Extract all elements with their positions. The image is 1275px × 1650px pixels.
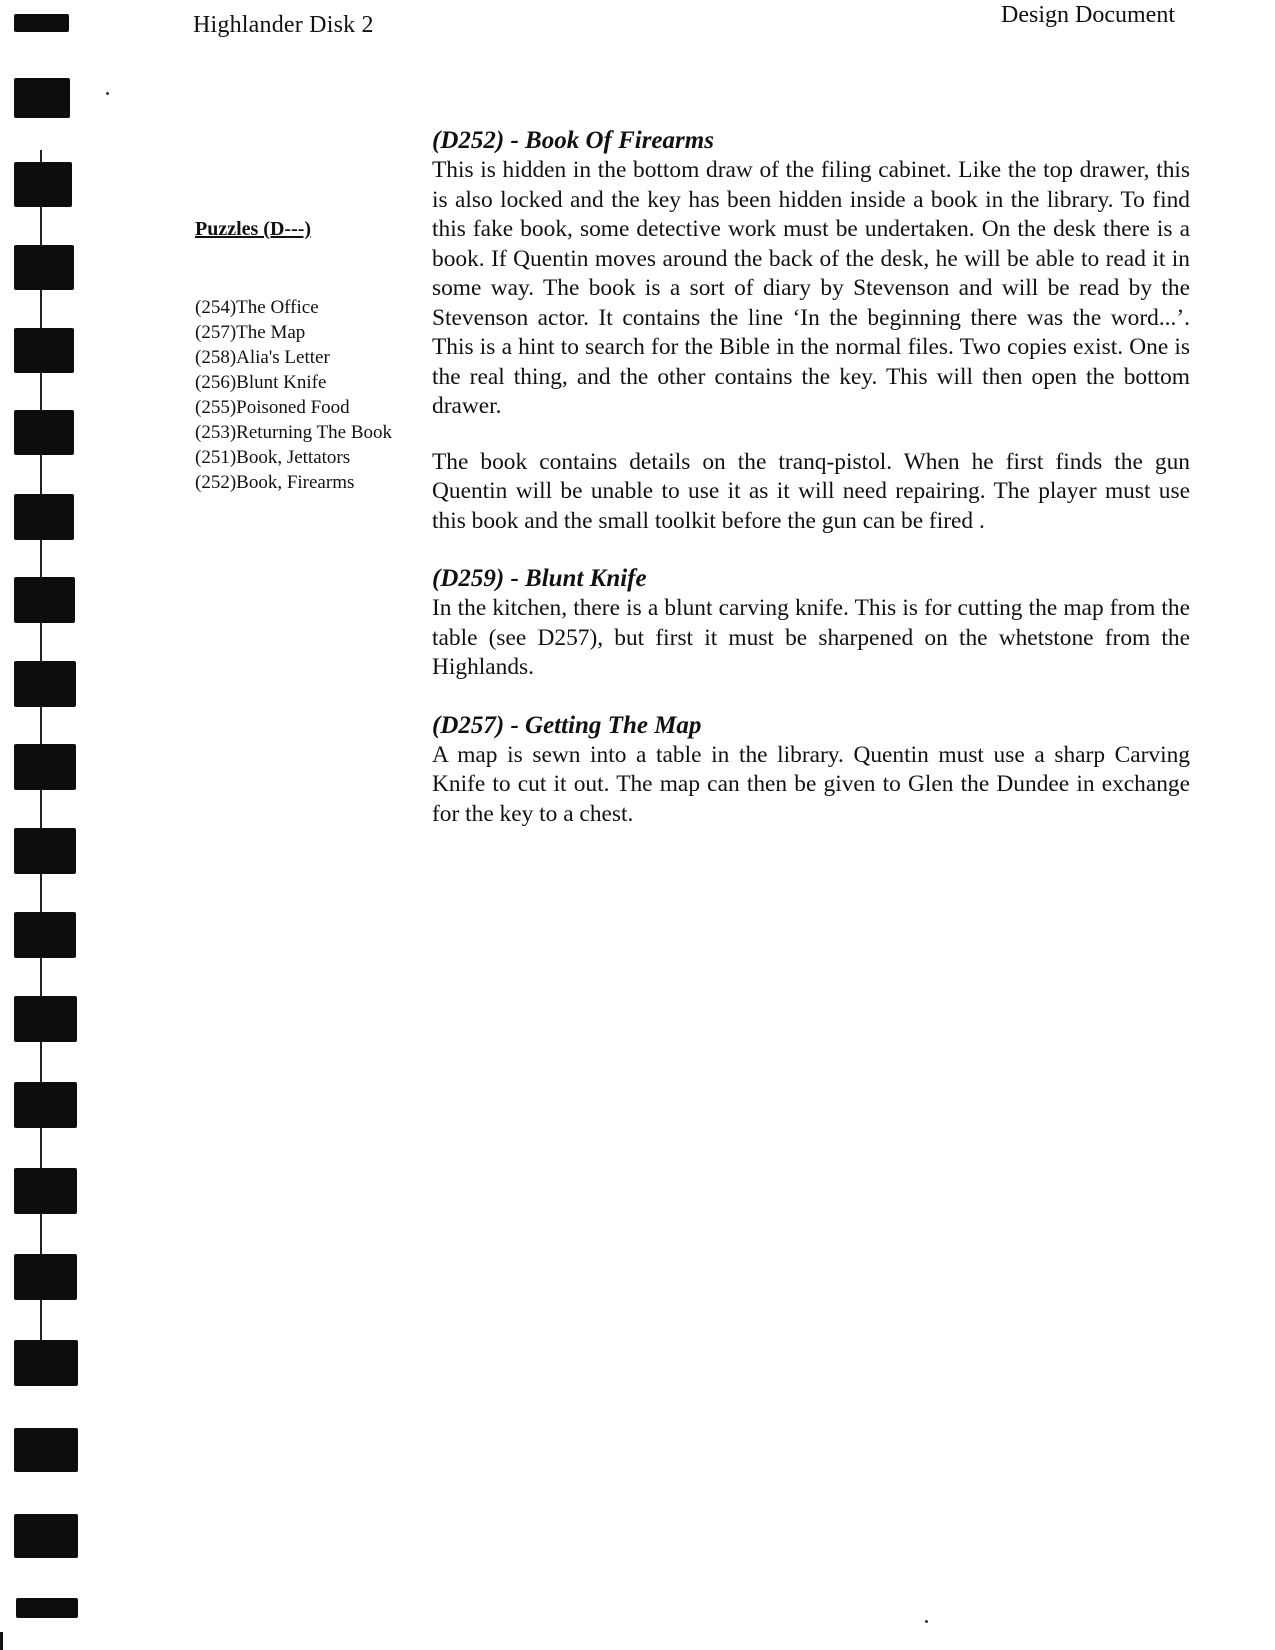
- binding-tab: [14, 1082, 77, 1128]
- puzzle-list-item: (258)Alia's Letter: [195, 347, 330, 368]
- puzzle-list-item: (253)Returning The Book: [195, 422, 393, 443]
- binding-tab: [14, 1428, 78, 1472]
- binding-tab: [14, 245, 74, 290]
- puzzle-list: [195, 295, 410, 495]
- section-getting-the-map: [432, 711, 1190, 830]
- binding-tab: [16, 1598, 78, 1618]
- binding-tab: [14, 577, 75, 623]
- section-book-of-firearms: [432, 126, 1190, 536]
- scan-speck: [925, 1620, 928, 1623]
- section-paragraph: In the kitchen, there is a blunt carving knife. This is for cutting the map from the table (see D257), but first it must be sharpened on the whetstone from the Highlands.: [432, 595, 1190, 680]
- binding-tab: [14, 78, 70, 118]
- binding-tab: [14, 828, 76, 874]
- sidebar-heading: Puzzles (D---): [195, 218, 312, 240]
- binding-tab: [14, 1254, 77, 1300]
- puzzle-list-item: (251)Book, Jettators: [195, 447, 351, 468]
- puzzle-list-item: (255)Poisoned Food: [195, 397, 350, 418]
- binding-tab: [14, 1514, 78, 1558]
- binding-tab: [14, 328, 74, 373]
- section-title: (D252) - Book Of Firearms: [432, 127, 714, 154]
- header-title: Highlander Disk 2: [193, 12, 374, 38]
- header-document-type: Design Document: [1001, 2, 1175, 28]
- puzzle-list-item: (256)Blunt Knife: [195, 372, 327, 393]
- section-blunt-knife: [432, 564, 1190, 683]
- puzzle-list-item: (252)Book, Firearms: [195, 472, 355, 493]
- section-title: (D257) - Getting The Map: [432, 711, 702, 739]
- puzzle-list-item: (254)The Office: [195, 297, 319, 318]
- section-title: (D259) - Blunt Knife: [432, 565, 647, 592]
- section-paragraph: This is hidden in the bottom draw of the filing cabinet. Like the top drawer, this is also locked and the key has been hidden inside a book in the library. To find this fake book, some detective work must be undertaken. On the desk there is a book. If Quentin moves around the back of the desk, he will be able to read it in some way. The book is a sort of diary by Stevenson and will be read by the Stevenson actor. It contains the line ‘In the beginning there was the word...’. This is a hint to search for the Bible in the normal files. Two copies exist. One is the real thing, and the other contains the key. This will then open the bottom drawer.: [432, 157, 1190, 419]
- spiral-binding: [0, 0, 90, 1650]
- binding-tab: [14, 996, 77, 1042]
- binding-tab: [14, 1168, 77, 1214]
- binding-tab: [14, 494, 74, 540]
- puzzles-sidebar: [195, 218, 410, 495]
- puzzle-list-item: (257)The Map: [195, 322, 306, 343]
- binding-tab: [14, 1340, 78, 1386]
- section-paragraph: The book contains details on the tranq-pistol. When he first finds the gun Quentin will be unable to use it as it will need repairing. The player must use this book and the small toolkit before the gun can be fired .: [432, 448, 1190, 534]
- scan-edge-mark: [0, 1632, 3, 1650]
- binding-tab: [14, 661, 76, 707]
- binding-tab: [14, 162, 72, 207]
- section-paragraph: A map is sewn into a table in the library. Quentin must use a sharp Carving Knife to cut it out. The map can then be given to Glen the Dundee in exchange for the key to a chest.: [432, 741, 1190, 827]
- scan-speck: [106, 92, 109, 95]
- binding-tab: [14, 912, 76, 958]
- binding-tab: [14, 410, 74, 455]
- binding-tab: [14, 744, 76, 790]
- main-content: [432, 126, 1190, 857]
- binding-tab: [14, 14, 69, 32]
